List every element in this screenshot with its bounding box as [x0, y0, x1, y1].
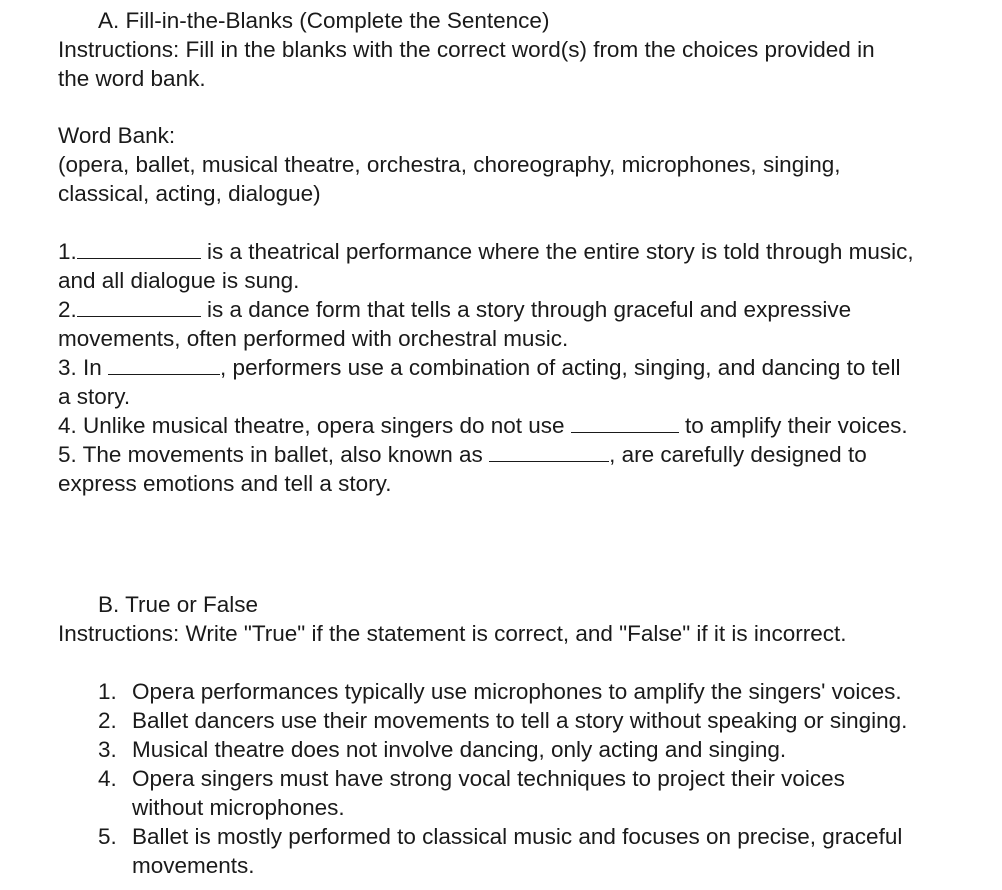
fill-item-5-prefix: 5. The movements in ballet, also known as [58, 442, 490, 467]
section-a-heading: A. Fill-in-the-Blanks (Complete the Sentence) [98, 8, 550, 33]
tf-item-3 [98, 735, 786, 764]
fill-blank-4[interactable] [571, 412, 679, 433]
word-bank-list: (opera, ballet, musical theatre, orchestra, choreography, microphones, singing, [58, 152, 841, 177]
tf-item-2-text: Ballet dancers use their movements to tell a story without speaking or singing. [132, 708, 908, 733]
fill-item-4 [58, 411, 908, 440]
tf-item-1-number: 1. [98, 679, 117, 704]
fill-item-3-cont: a story. [58, 384, 131, 409]
fill-blank-2[interactable] [77, 296, 201, 317]
fill-item-5-text: , are carefully designed to [609, 442, 867, 467]
fill-item-2-prefix: 2. [58, 297, 77, 322]
section-b-heading: B. True or False [98, 592, 259, 617]
fill-item-1 [58, 237, 914, 266]
fill-item-2-text: is a dance form that tells a story through graceful and expressive [200, 297, 852, 322]
word-bank-list-cont: classical, acting, dialogue) [58, 181, 321, 206]
tf-item-1-text: Opera performances typically use microphones to amplify the singers' voices. [132, 679, 902, 704]
fill-item-1-prefix: 1. [58, 239, 77, 264]
tf-item-1 [98, 677, 902, 706]
fill-item-1-text: is a theatrical performance where the entire story is told through music, [200, 239, 914, 264]
tf-item-3-text: Musical theatre does not involve dancing, only acting and singing. [132, 737, 787, 762]
fill-item-5 [58, 440, 867, 469]
tf-item-5-cont: movements. [132, 853, 255, 878]
fill-item-3-text: , performers use a combination of acting, singing, and dancing to tell [220, 355, 901, 380]
fill-item-3 [58, 353, 900, 382]
fill-blank-1[interactable] [77, 238, 201, 259]
tf-item-3-number: 3. [98, 737, 117, 762]
tf-item-5-number: 5. [98, 824, 117, 849]
fill-blank-5[interactable] [489, 441, 609, 462]
tf-item-4-cont: without microphones. [132, 795, 345, 820]
fill-item-4-text: to amplify their voices. [678, 413, 908, 438]
fill-item-4-prefix: 4. Unlike musical theatre, opera singers do not use [58, 413, 571, 438]
tf-item-4 [98, 764, 845, 793]
fill-item-2-cont: movements, often performed with orchestral music. [58, 326, 569, 351]
tf-item-4-text: Opera singers must have strong vocal techniques to project their voices [132, 766, 845, 791]
section-b-instructions: Instructions: Write "True" if the statement is correct, and "False" if it is incorrect. [58, 621, 847, 646]
fill-blank-3[interactable] [108, 354, 220, 375]
section-a-instructions-cont: the word bank. [58, 66, 206, 91]
word-bank-title: Word Bank: [58, 123, 176, 148]
tf-item-2 [98, 706, 907, 735]
tf-item-4-number: 4. [98, 766, 117, 791]
tf-item-5 [98, 822, 902, 851]
section-a-instructions: Instructions: Fill in the blanks with the correct word(s) from the choices provided in [58, 37, 875, 62]
fill-item-5-cont: express emotions and tell a story. [58, 471, 392, 496]
tf-item-5-text: Ballet is mostly performed to classical music and focuses on precise, graceful [132, 824, 903, 849]
fill-item-1-cont: and all dialogue is sung. [58, 268, 300, 293]
fill-item-3-prefix: 3. In [58, 355, 109, 380]
fill-item-2 [58, 295, 851, 324]
tf-item-2-number: 2. [98, 708, 117, 733]
